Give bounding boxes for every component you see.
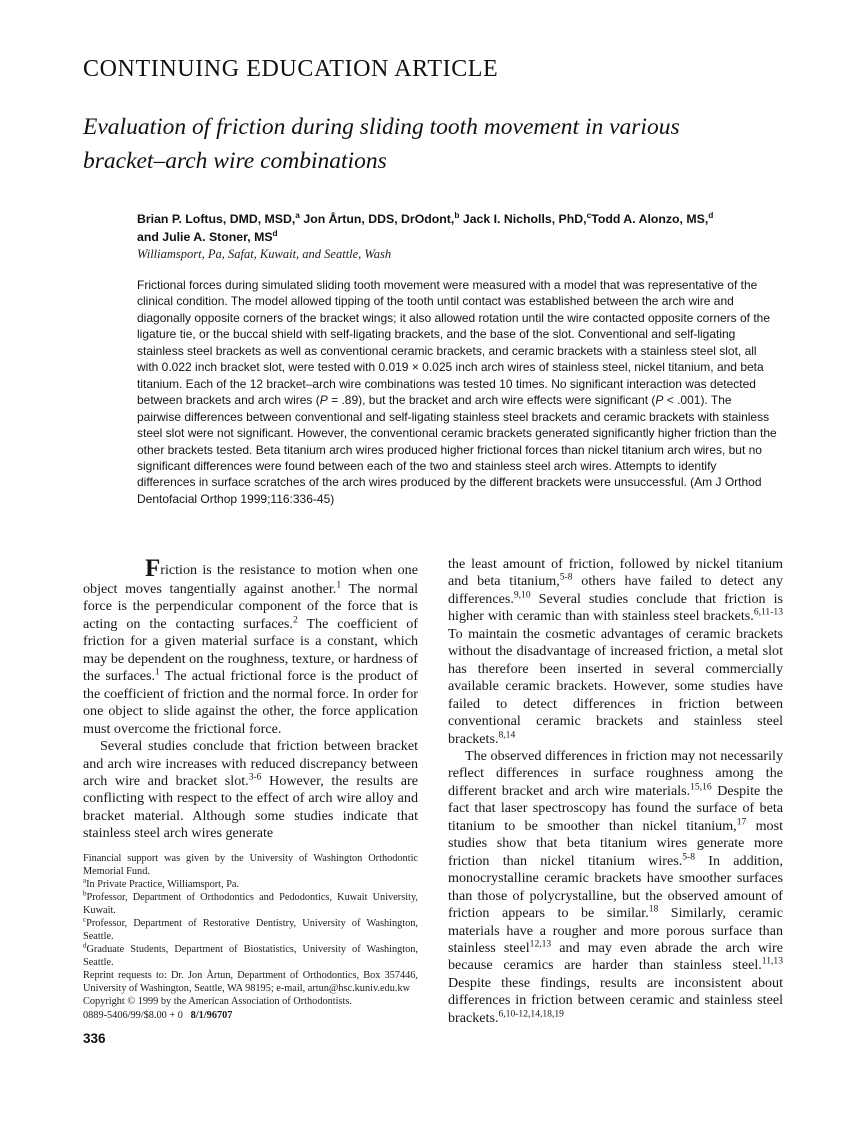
footnote-b-text: Professor, Department of Orthodontics and Pedodontics, Kuwait University, Kuwait.: [83, 892, 418, 916]
body-p4-part-1: The observed differences in friction may not necessarily reflect differences in surface roughness among the different bracket and arch wire materials.: [448, 747, 783, 799]
footnote-copyright: Copyright © 1999 by the American Association of Orthodontists.: [83, 996, 352, 1007]
body-column-right: [448, 556, 783, 1027]
citation-ref-8: 8,14: [498, 728, 516, 740]
body-p3-part-3: Several studies conclude that friction is higher with ceramic than with stainless steel brackets.: [448, 590, 783, 625]
citation-ref-15: 6,10-12,14,18,19: [498, 1008, 564, 1020]
author-superscript-a: a: [295, 209, 300, 220]
citation-ref-13: 12,13: [529, 938, 552, 950]
citation-ref-7: 6,11-13: [753, 606, 783, 618]
citation-ref-3: 1: [155, 666, 160, 678]
citation-ref-2: 2: [292, 614, 298, 626]
body-p3-part-1: the least amount of friction, followed by nickel titanium and beta titanium,: [448, 556, 783, 590]
body-column-left: [83, 556, 418, 843]
footnotes-block: [83, 852, 418, 1022]
author-superscript-d: d: [708, 209, 714, 220]
author-superscript-d2: d: [272, 227, 278, 238]
page-title: [83, 110, 783, 178]
citation-ref-4: 3-6: [248, 771, 262, 783]
body-paragraph-2: [83, 738, 418, 843]
footnote-funding: Financial support was given by the University of Washington Orthodontic Memorial Fund.: [83, 853, 418, 877]
author-line-1-part-4: Todd A. Alonzo, MS,: [591, 212, 709, 226]
footnote-c: [83, 917, 418, 943]
abstract-text-2: = .89), but the bracket and arch wire effects were significant (: [327, 393, 656, 408]
citation-ref-12: 18: [648, 903, 659, 915]
footnote-b: [83, 891, 418, 917]
abstract-p-value-label-2: P: [655, 393, 664, 408]
abstract-text-1: Frictional forces during simulated sliding tooth movement were measured with a model that was representative of the clinical condition. The model allowed tipping of the tooth until contact was established between the arch wire and diagonally opposite corners of the bracket wings; it also allowed rotation until the wire contacted opposite corners of the ligature tie, or the buccal shield with self-ligating brackets, and the base of the slot. Conventional and self-ligating stainless steel brackets as well as conventional ceramic brackets, and ceramic brackets with a stainless steel slot, all with 0.022 inch bracket slot, were tested with 0.019 × 0.025 inch arch wires of stainless steel, nickel titanium, and beta titanium. Each of the 12 bracket–arch wire combinations was tested 10 times. No significant interaction was detected between brackets and arch wires (: [137, 278, 771, 408]
author-superscript-c: c: [586, 209, 592, 220]
body-p4-part-2: Despite the fact that laser spectroscopy has found the surface of beta titanium to be smoother than nickel titanium,: [448, 782, 783, 834]
author-line-1-part-1: Brian P. Loftus, DMD, MSD,: [137, 212, 296, 226]
body-paragraph-4: [448, 748, 783, 1027]
footnote-a-text: In Private Practice, Williamsport, Pa.: [86, 879, 240, 890]
author-line-2-part-1: and Julie A. Stoner, MS: [137, 229, 273, 244]
body-p4-part-6: and may even abrade the arch wire because ceramics are harder than stainless steel.: [448, 939, 783, 974]
article-title-line-2: bracket–arch wire combinations: [83, 148, 387, 174]
body-p3-part-2: others have failed to detect any differences.: [448, 573, 783, 607]
body-p1-part-3: The coefficient of friction for a given material surface is a constant, which may be dependent on the roughness, texture, or hardness of the surfaces.: [83, 615, 418, 685]
body-paragraph-1: [83, 556, 418, 738]
footnote-d: [83, 943, 418, 969]
author-line-1-part-3: Jack I. Nicholls, PhD,: [459, 212, 587, 226]
article-title-line-1: Evaluation of friction during sliding tooth movement in various: [83, 114, 680, 140]
abstract-text-3: < .001). The pairwise differences between conventional and self-ligating stainless steel brackets and ceramic brackets with stainless steel slot were not significant. However, the conventional ceramic brackets generated significantly higher friction than the other brackets tested. Beta titanium arch wires produced higher frictional forces than nickel titanium arch wires, but no significant differences were found between each of the two and stainless steel arch wires. Attempts to identify differences in surface scratches of the arch wires produced by the different brackets were unsuccessful. (Am J Orthod Dentofacial Orthop 1999;116:336-45): [137, 393, 777, 506]
body-p1-part-1: riction is the resistance to motion when one object moves tangentially against another.: [83, 562, 418, 597]
citation-ref-14: 11,13: [761, 955, 783, 967]
footnote-article-code: [83, 1009, 418, 1022]
footnote-marker-b: b: [83, 889, 87, 898]
author-line-1-part-2: Jon Årtun, DDS, DrOdont,: [299, 212, 455, 226]
body-p3-part-4: To maintain the cosmetic advantages of ceramic brackets without the disadvantage of increased friction, a metal slot has therefore been inserted in several commercially available ceramic brackets. However, some studies have failed to detect differences in friction between conventional ceramic brackets and stainless steel brackets.: [448, 625, 783, 747]
footnote-reprint-requests: Reprint requests to: Dr. Jon Årtun, Department of Orthodontics, Box 357446, University of Washington, Seattle, WA 98195; e-mail, artun@hsc.kuniv.edu.kw: [83, 970, 418, 994]
citation-ref-6: 9,10: [513, 589, 531, 601]
citation-ref-11: 5-8: [682, 851, 696, 863]
page-number: 336: [83, 1031, 106, 1046]
body-p1-part-2: The normal force is the perpendicular component of the force that is acting on the contacting surfaces.: [83, 581, 418, 632]
body-paragraph-3: [448, 556, 783, 748]
author-superscript-b: b: [454, 209, 460, 220]
abstract: [137, 277, 778, 507]
footnote-marker-a: a: [83, 876, 87, 885]
footnote-d-text: Graduate Students, Department of Biostatistics, University of Washington, Seattle.: [83, 944, 418, 968]
citation-ref-5: 5-8: [559, 571, 573, 583]
citation-ref-1: 1: [336, 579, 342, 591]
abstract-p-value-label-1: P: [319, 393, 328, 408]
manuscript-code: 8/1/96707: [190, 1010, 233, 1021]
footnote-marker-c: c: [83, 915, 87, 924]
footnote-marker-d: d: [83, 941, 87, 950]
footnote-a: [83, 878, 418, 891]
section-heading: CONTINUING EDUCATION ARTICLE: [83, 56, 499, 82]
drop-cap-letter: F: [145, 555, 161, 582]
issn-code: 0889-5406/99/$8.00 + 0: [83, 1010, 183, 1021]
author-list: [137, 211, 777, 246]
body-p4-part-5: Similarly, ceramic materials have a rougher and more porous surface than stainless steel: [448, 905, 783, 956]
body-p1-part-4: The actual frictional force is the product of the coefficient of friction and the normal force. In order for one object to slide against the other, the force application must overcome the frictional force.: [83, 668, 419, 737]
body-p4-part-4: In addition, monocrystalline ceramic brackets have smoother surfaces than those of polycrystalline, but the observed amount of friction appears to be similar.: [448, 852, 783, 922]
body-p4-part-3: most studies show that beta titanium wires generate more friction than nickel titanium wires.: [448, 817, 783, 869]
citation-ref-9: 15,16: [690, 781, 712, 793]
body-p2-part-1: Several studies conclude that friction between bracket and arch wire increases with reduced discrepancy between arch wire and bracket slot.: [83, 738, 418, 789]
body-p4-part-7: Despite these findings, results are inconsistent about differences in friction between ceramic and stainless steel brackets.: [448, 974, 783, 1026]
citation-ref-10: 17: [736, 816, 747, 828]
footnote-c-text: Professor, Department of Restorative Dentistry, University of Washington, Seattle.: [83, 918, 418, 942]
affiliation-cities: Williamsport, Pa, Safat, Kuwait, and Seattle, Wash: [137, 247, 392, 261]
body-p2-part-2: However, the results are conflicting with respect to the effect of arch wire alloy and bracket material. Although some studies indicate that stainless steel arch wires generate: [83, 772, 418, 842]
